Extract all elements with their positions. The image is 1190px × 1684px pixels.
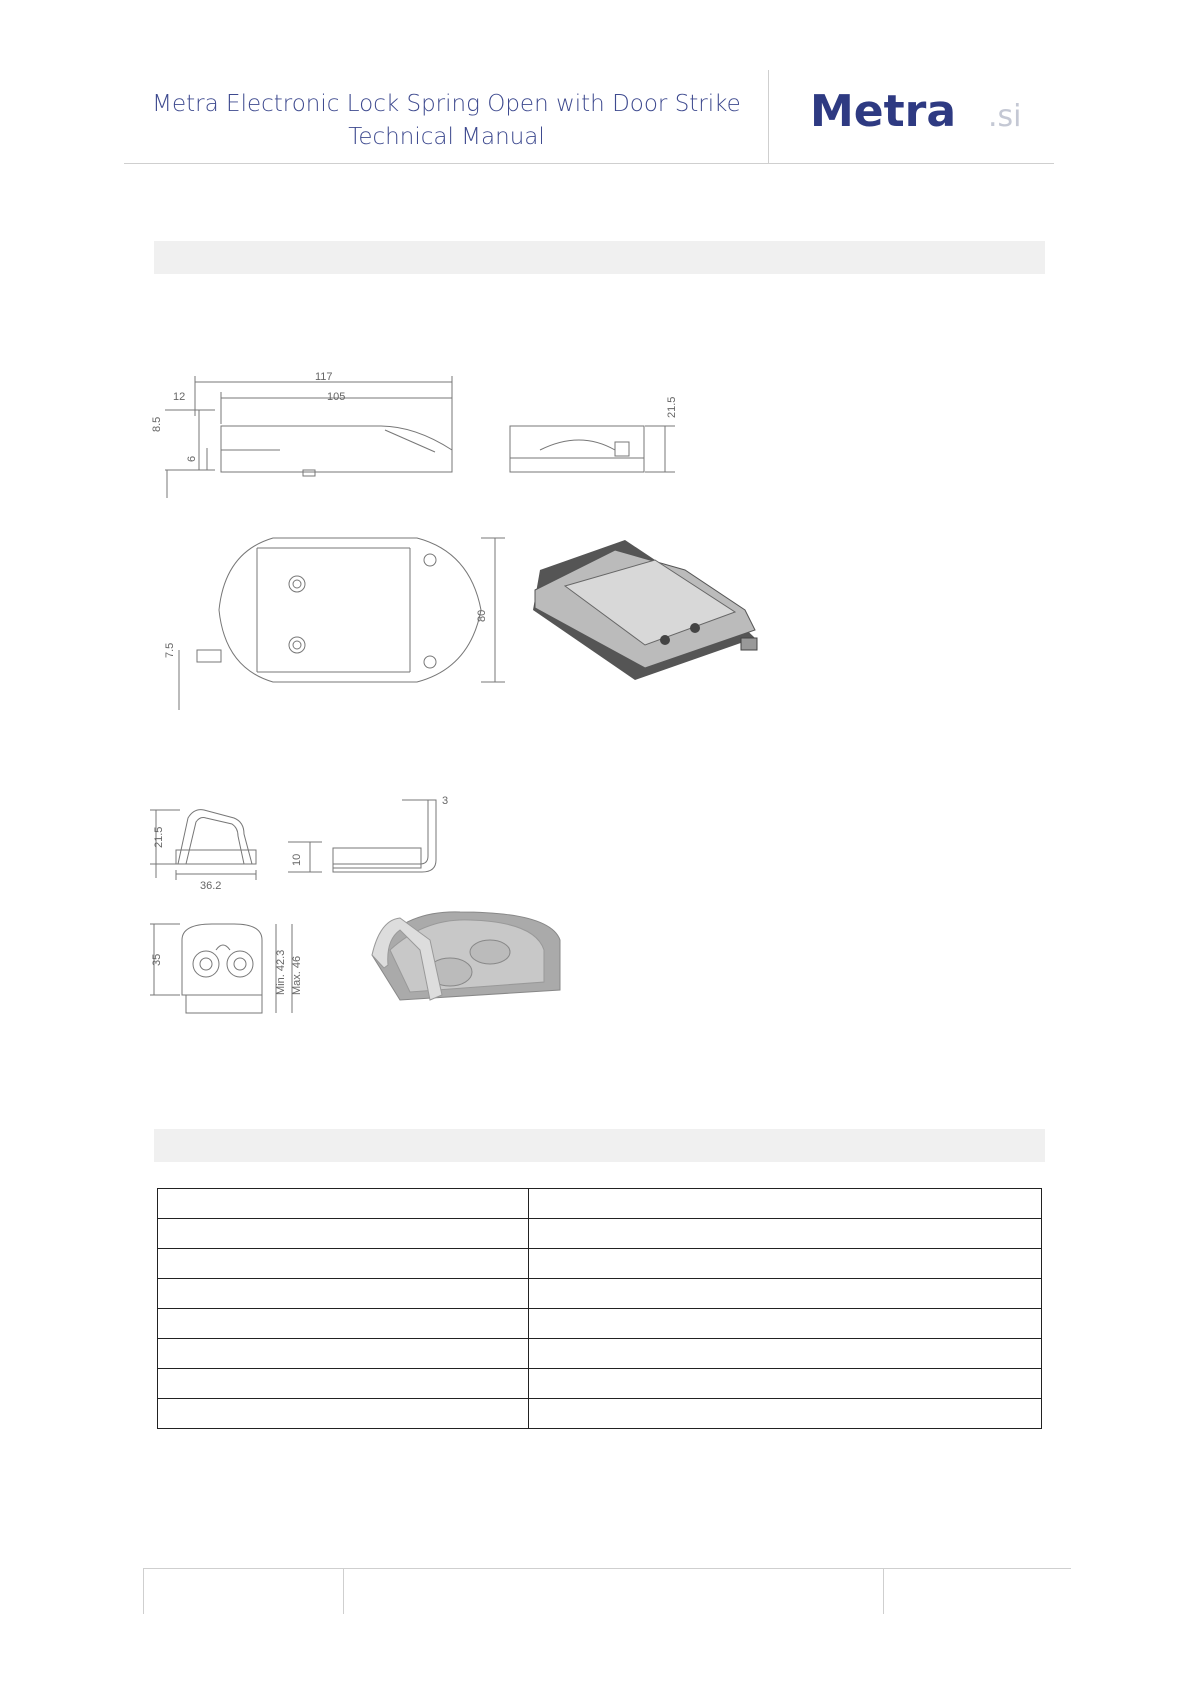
logo-suffix: .si [988,99,1022,134]
table-row [158,1279,1042,1309]
table-cell [158,1339,529,1369]
header-divider [768,70,769,163]
table-cell [158,1219,529,1249]
strike-front-view [178,810,252,864]
table-row [158,1219,1042,1249]
table-cell [529,1219,1042,1249]
table-cell [529,1369,1042,1399]
dim-36-2: 36.2 [200,880,222,892]
strike-3d-render [372,912,560,1000]
table-row [158,1249,1042,1279]
footer-divider [883,1569,884,1614]
lock-top-view [219,538,481,682]
lock-end-view [510,426,644,472]
dim-min-42-3: Min. 42.3 [275,949,287,995]
lock-3d-render [533,540,757,680]
table-cell [158,1279,529,1309]
lock-technical-drawing [151,370,765,700]
dim-7-5: 7.5 [164,642,176,658]
table-row [158,1369,1042,1399]
title-line-1: Metra Electronic Lock Spring Open with Door Strike [152,91,741,117]
dim-80: 80 [476,609,488,622]
table-row [158,1399,1042,1429]
dim-117: 117 [315,371,333,383]
section-bar-dimensions [154,241,1045,274]
metra-logo [810,78,1050,138]
page-footer [143,1568,1071,1614]
table-cell [529,1339,1042,1369]
table-cell [158,1399,529,1429]
dim-21-5: 21.5 [666,396,678,418]
dim-12: 12 [173,391,186,403]
section-bar-specifications [154,1129,1045,1162]
table-row [158,1189,1042,1219]
table-cell [529,1249,1042,1279]
footer-divider [343,1569,344,1614]
dim-35: 35 [151,953,163,966]
footer-divider [143,1569,144,1614]
dim-max-46: Max. 46 [291,955,303,995]
document-title [124,88,769,154]
dim-105: 105 [327,391,346,403]
table-row [158,1339,1042,1369]
specification-table [157,1188,1042,1429]
dim-10: 10 [291,853,303,866]
table-cell [158,1189,529,1219]
dim-8-5: 8.5 [151,416,163,432]
table-cell [158,1309,529,1339]
table-row [158,1309,1042,1339]
title-line-2: Technical Manual [348,124,545,150]
table-cell [529,1309,1042,1339]
dim-6: 6 [186,455,198,462]
table-cell [158,1249,529,1279]
table-cell [158,1369,529,1399]
dim-3: 3 [442,795,449,807]
lock-side-view [221,426,452,472]
table-cell [529,1399,1042,1429]
strike-technical-drawing [140,790,600,1060]
table-cell [529,1279,1042,1309]
logo-text: Metra [810,86,957,137]
table-cell [529,1189,1042,1219]
page-header [124,70,1054,164]
dim-21-5-strike: 21.5 [153,826,165,848]
